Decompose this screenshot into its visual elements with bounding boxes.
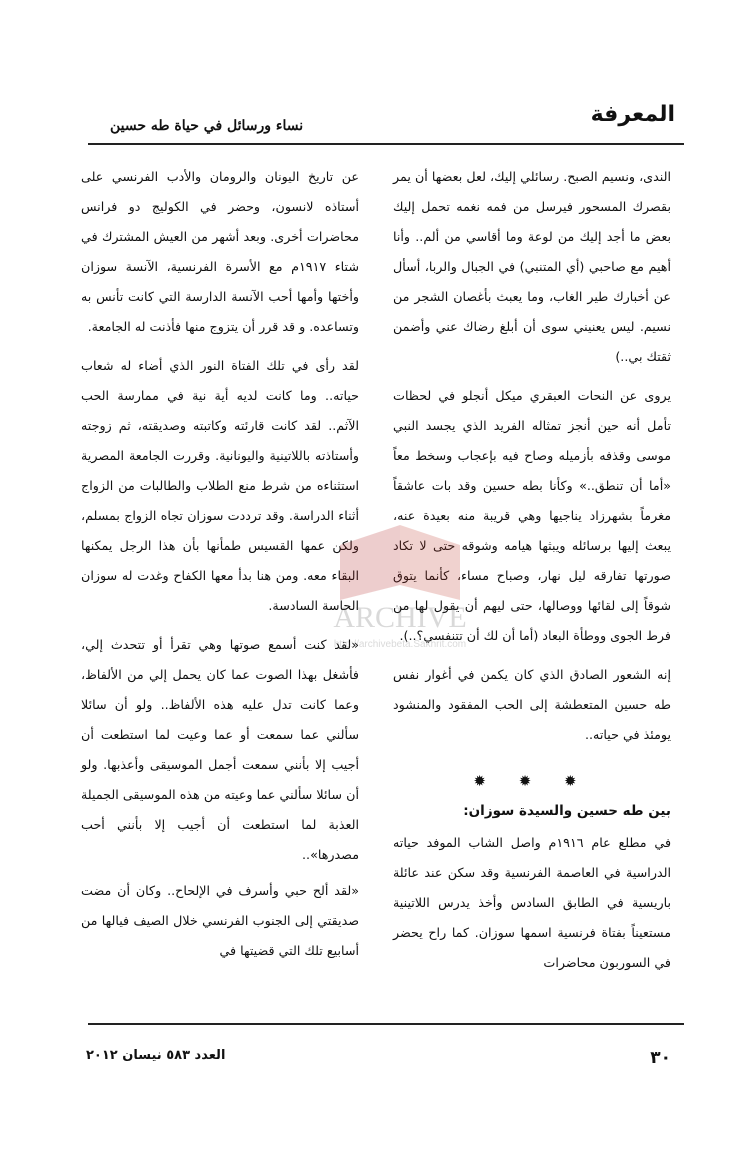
- paragraph: يروى عن النحات العبقري ميكل أنجلو في لحظات تأمل أنه حين أنجز تمثاله الفريد الذي يجسد النبي موسى وقذفه بأزميله وصاح فيه بإعجاب وسخط معاً «أما أن تنطق..» وكأنا بطه حسين وقد بات عاشقاً مغرماً بشهرزاد يناجيها وهي قريبة منه بعيدة عنه، يبعث إليها برسائله ويبثها هيامه وشوقه حتى لا تكاد صورتها تفارقه ليل نهار، وصباح مساء، كأنما يتوق شوقاً إلى لقائها ووصالها، حتى ليهم أن يقول لها من فرط الجوى ووطأة البعاد (أما أن لك أن تتنفسي؟..).: [393, 388, 671, 643]
- magazine-logo: المعرفة: [590, 102, 675, 127]
- paragraph: إنه الشعور الصادق الذي كان يكمن في أغوار نفس طه حسين المتعطشة إلى الحب المفقود والمنشود يومئذ في حياته..: [393, 667, 671, 742]
- right-column: [393, 162, 671, 987]
- header-divider: [88, 143, 684, 145]
- quote-paragraph: «لقد كنت أسمع صوتها وهي تقرأ أو تتحدث إلي، فأشغل بهذا الصوت عما كان يحمل إلي من الألفاظ، وعما كانت تدل عليه هذه الألفاظ.. ولو أن سائلا سألني عما سمعت أو عما وعيت لما استطعت أن أجيب إلا بأنني سمعت أجمل الموسيقى وأعذبها. ولو أن سائلا سألني عما وعيته من هذه الموسيقى الجميلة العذبة لما استطعت أن أجيب إلا بأنني أحب مصدرها»..: [81, 637, 359, 862]
- running-title: نساء ورسائل في حياة طه حسين: [110, 118, 304, 134]
- section-heading: بين طه حسين والسيدة سوزان:: [463, 803, 671, 819]
- quote-paragraph: «لقد ألح حبي وأسرف في الإلحاح.. وكان أن مضت صديقتي إلى الجنوب الفرنسي خلال الصيف فيالها من أسابيع تلك التي قضيتها في: [81, 883, 359, 958]
- paragraph: عن تاريخ اليونان والرومان والأدب الفرنسي على أستاذه لانسون، وحضر في الكوليج دو فرانس محاضرات أخرى. وبعد أشهر من العيش المشترك في شتاء ١٩١٧م مع الأسرة الفرنسية، الآنسة سوزان وأختها وأمها أحب الآنسة الدارسة التي كانت تأنس به وتساعده. و قد قرر أن يتزوج منها فأذنت له الجامعة.: [81, 169, 360, 334]
- page-number: ٣٠: [650, 1048, 671, 1068]
- section-separator-stars: ✹ ✹ ✹: [473, 772, 591, 790]
- paragraph: الندى، ونسيم الصبح. رسائلي إليك، لعل بعضها أن يمر بقصرك المسحور فيرسل من فمه نغمه تحمل إليك بعض ما أجد إليك من لوعة وما أقاسي من ألم.. وأنا أهيم مع صاحبي (أي المتنبي) في الجبال والربا، أسأل عن أخبارك طير الغاب، وما يعبث بأغصان الشجر من نسيم. ليس يعنيني سوى أن أبلغ رضاك عني وأضمن ثقتك بي..): [393, 169, 671, 364]
- watermark-url: http://archivebeta.Sakhrit.com: [333, 639, 467, 650]
- watermark-text: ARCHIVE: [333, 601, 467, 634]
- left-column: [81, 162, 359, 972]
- footer-divider: [88, 1023, 684, 1025]
- issue-info: العدد ٥٨٣ نيسان ٢٠١٢: [86, 1048, 226, 1063]
- paragraph: في مطلع عام ١٩١٦م واصل الشاب الموفد حياته الدراسية في العاصمة الفرنسية وقد سكن عند عائلة باريسية في الطابق السادس وأخذ يدرس اللاتينية مستعيناً بفتاة فرنسية اسمها سوزان. كما راح يحضر في السوربون محاضرات: [393, 835, 672, 970]
- paragraph: لقد رأى في تلك الفتاة النور الذي أضاء له شعاب حياته.. وما كانت لديه أية نية في ممارسة الحب الآثم.. لقد كانت قارئته وكاتبته وصديقته، ثم زوجته وأستاذته باللاتينية واليونانية. وقررت الجامعة المصرية استثناءه من شرط منع الطلاب والطالبات من الزواج أثناء الدراسة. وقد ترددت سوزان تجاه الزواج بمسلم، ولكن عمها القسيس طمأنها بأن هذا الرجل يمكنها البقاء معه. ومن هنا بدأ معها الكفاح وغدت له سوزان الحاسة السادسة.: [81, 358, 359, 613]
